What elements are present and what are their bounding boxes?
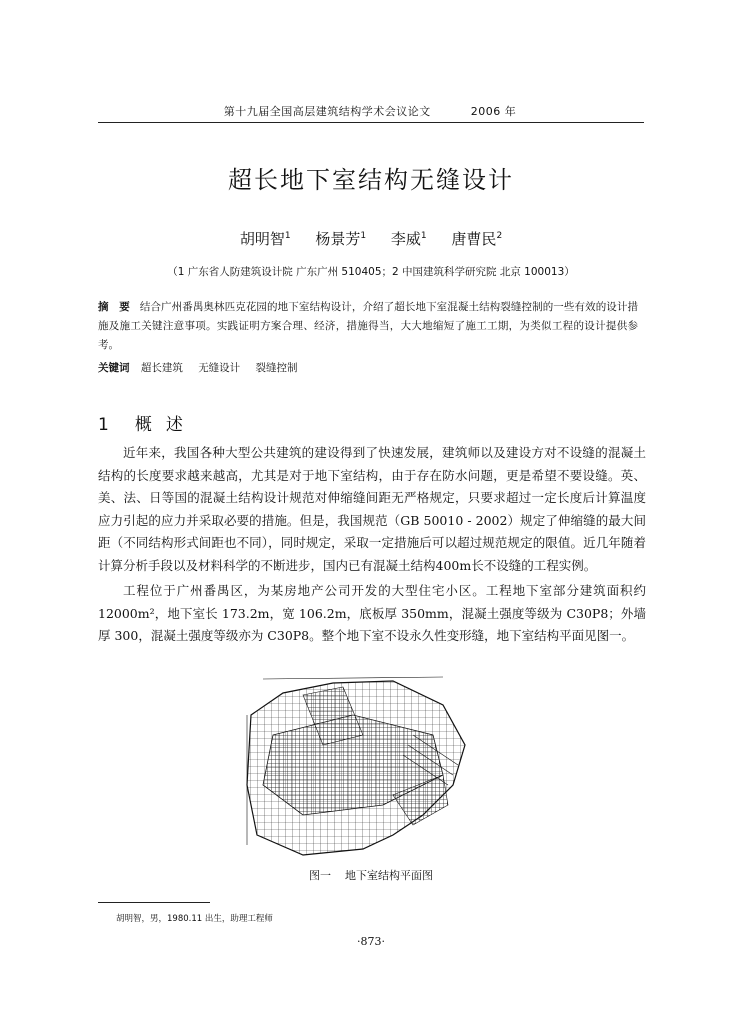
footnote-rule [98,902,210,903]
section-heading [98,410,197,435]
author: 李威$^1$ [390,230,427,248]
footnote: 胡明智，男，1980.11 出生，助理工程师 [116,914,273,924]
abstract-label: 摘 要 [98,301,130,313]
keywords [98,360,638,375]
figure-number: 图一 [309,869,331,882]
figure-caption-text: 地下室结构平面图 [345,869,433,882]
author: 杨景芳$^1$ [315,230,367,248]
keyword: 无缝设计 [198,362,241,374]
section-number: 1 [98,415,109,435]
author: 胡明智$^1$ [239,230,291,248]
header-conference: 第十九届全国高层建筑结构学术会议论文 [223,105,431,118]
keywords-label: 关键词 [98,362,130,374]
affiliation: （1 广东省人防建筑设计院 广东广州 510405；2 中国建筑科学研究院 北京 100013） [167,266,575,278]
header-rule [98,122,644,123]
basement-plan-figure [243,675,469,861]
paper-title: 超长地下室结构无缝设计 [228,166,514,194]
body-paragraph: 近年来，我国各种大型公共建筑的建设得到了快速发展，建筑师以及建设方对不设缝的混凝土结构的长度要求越来越高，尤其是对于地下室结构，由于存在防水问题，更是希望不要设缝。英、美、法、日等国的混凝土结构设计规范对伸缩缝间距无严格规定，只要求超过一定长度后计算温度应力引起的应力并采取必要的措施。但是，我国规范（GB 50010 - 2002）规定了伸缩缝的最大间距（不同结构形式间距也不同），同时规定，采取一定措施后可以超过规范规定的限值。近几年随着计算分析手段以及材料科学的不断进步，国内已有混凝土结构400m长不设缝的工程实例。 [98,445,646,573]
figure-caption [98,867,644,883]
abstract-text: 结合广州番禺奥林匹克花园的地下室结构设计，介绍了超长地下室混凝土结构裂缝控制的一些有效的设计措施及施工关键注意事项。实践证明方案合理、经济，措施得当，大大地缩短了施工工期，为类似工程的设计提供参考。 [98,301,639,351]
abstract [98,298,638,355]
running-header [180,103,560,119]
header-year: 2006 年 [470,105,517,118]
section-title: 概述 [134,415,197,435]
page-number: ·873· [357,935,385,948]
keyword: 裂缝控制 [255,362,298,374]
keyword: 超长建筑 [140,362,183,374]
author-list [98,228,644,249]
author: 唐曹民$^2$ [451,230,503,248]
body-paragraph: 工程位于广州番禺区，为某房地产公司开发的大型住宅小区。工程地下室部分建筑面积约 12000m²，地下室长 173.2m，宽 106.2m，底板厚 350mm，混凝土强度等级为 C30P8；外墙厚 300，混凝土强度等级亦为 C30P8。整个地下室不设永久性变形缝，地下室结构平面见图一。 [98,583,646,643]
